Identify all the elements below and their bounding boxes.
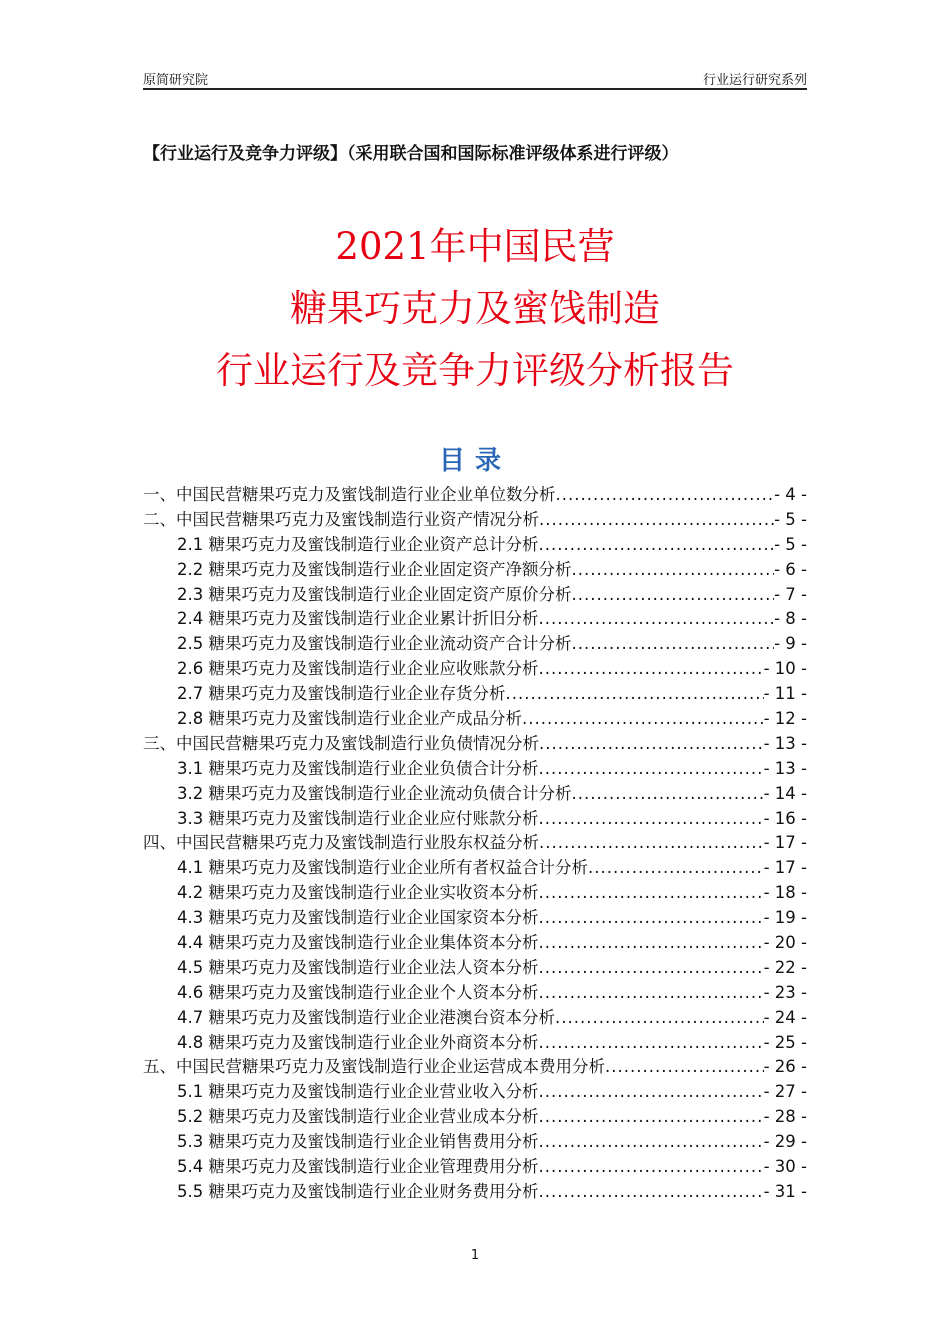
toc-dot-leader [539, 1031, 764, 1056]
toc-entry-title: 5.4 糖果巧克力及蜜饯制造行业企业管理费用分析 [177, 1157, 539, 1177]
toc-entry[interactable] [143, 931, 807, 956]
toc-entry-title: 5.3 糖果巧克力及蜜饯制造行业企业销售费用分析 [177, 1132, 539, 1152]
toc-entry-page: - 26 - [763, 1057, 807, 1077]
title-line-3: 行业运行及竞争力评级分析报告 [216, 349, 734, 392]
toc-dot-leader [556, 483, 775, 508]
toc-dot-leader [539, 1130, 764, 1155]
toc-entry[interactable] [143, 1080, 807, 1105]
toc-dot-leader [539, 981, 764, 1006]
toc-entry[interactable] [143, 782, 807, 807]
toc-entry-title: 4.7 糖果巧克力及蜜饯制造行业企业港澳台资本分析 [177, 1007, 555, 1027]
report-subtitle: 【行业运行及竞争力评级】（采用联合国和国际标准评级体系进行评级） [143, 144, 679, 164]
toc-entry-title: 五、中国民营糖果巧克力及蜜饯制造行业企业运营成本费用分析 [143, 1057, 605, 1077]
toc-entry-page: - 11 - [763, 684, 807, 704]
toc-entry-title: 2.5 糖果巧克力及蜜饯制造行业企业流动资产合计分析 [177, 634, 572, 654]
toc-entry[interactable] [143, 831, 807, 856]
toc-entry-title: 一、中国民营糖果巧克力及蜜饯制造行业企业单位数分析 [143, 485, 556, 504]
toc-entry-title: 5.2 糖果巧克力及蜜饯制造行业企业营业成本分析 [177, 1107, 539, 1127]
toc-entry-title: 2.2 糖果巧克力及蜜饯制造行业企业固定资产净额分析 [177, 559, 572, 579]
toc-entry[interactable] [143, 807, 807, 832]
toc-entry-title: 2.6 糖果巧克力及蜜饯制造行业企业应收账款分析 [177, 659, 539, 679]
toc-entry-page: - 9 - [774, 634, 807, 654]
toc-dot-leader [539, 1105, 764, 1130]
toc-entry-title: 4.3 糖果巧克力及蜜饯制造行业企业国家资本分析 [177, 908, 539, 928]
toc-entry-title: 2.7 糖果巧克力及蜜饯制造行业企业存货分析 [177, 684, 506, 704]
toc-entry[interactable] [143, 1055, 807, 1080]
toc-entry-page: - 24 - [763, 1007, 807, 1027]
toc-entry[interactable] [143, 632, 807, 657]
toc-entry[interactable] [143, 707, 807, 732]
toc-entry[interactable] [143, 558, 807, 583]
toc-dot-leader [588, 856, 764, 881]
toc-entry[interactable] [143, 856, 807, 881]
toc-dot-leader [539, 906, 764, 931]
toc-entry-title: 2.1 糖果巧克力及蜜饯制造行业企业资产总计分析 [177, 534, 539, 554]
toc-entry-title: 3.1 糖果巧克力及蜜饯制造行业企业负债合计分析 [177, 758, 539, 778]
title-line-1: 2021年中国民营 [335, 225, 615, 268]
toc-dot-leader [539, 1080, 764, 1105]
toc-entry-page: - 5 - [774, 534, 807, 554]
toc-dot-leader [539, 732, 764, 757]
toc-dot-leader [522, 707, 764, 732]
toc-dot-leader [605, 1055, 764, 1080]
toc-dot-leader [539, 1180, 764, 1205]
toc-dot-leader [572, 782, 764, 807]
toc-entry-title: 4.4 糖果巧克力及蜜饯制造行业企业集体资本分析 [177, 933, 539, 953]
toc-dot-leader [572, 632, 775, 657]
toc-entry[interactable] [143, 657, 807, 682]
toc-entry-page: - 6 - [774, 559, 807, 579]
toc-dot-leader [506, 682, 764, 707]
toc-dot-leader [539, 881, 764, 906]
toc-entry[interactable] [143, 483, 807, 508]
toc-entry-page: - 23 - [763, 982, 807, 1002]
toc-entry-page: - 25 - [763, 1032, 807, 1052]
toc-entry-title: 2.4 糖果巧克力及蜜饯制造行业企业累计折旧分析 [177, 609, 539, 629]
toc-entry[interactable] [143, 682, 807, 707]
toc-entry-page: - 19 - [763, 908, 807, 928]
toc-entry-page: - 29 - [763, 1132, 807, 1152]
toc-dot-leader [572, 583, 775, 608]
toc-entry[interactable] [143, 1180, 807, 1205]
toc-dot-leader [572, 558, 775, 583]
toc-entry-page: - 28 - [763, 1107, 807, 1127]
toc-entry-page: - 30 - [763, 1157, 807, 1177]
toc-entry-title: 3.2 糖果巧克力及蜜饯制造行业企业流动负债合计分析 [177, 783, 572, 803]
title-line-2: 糖果巧克力及蜜饯制造 [290, 287, 660, 330]
toc-entry-page: - 8 - [774, 609, 807, 629]
toc-dot-leader [539, 1155, 764, 1180]
toc-entry-page: - 14 - [763, 783, 807, 803]
toc-entry-page: - 20 - [763, 933, 807, 953]
toc-dot-leader [539, 508, 774, 533]
toc-entry-title: 4.2 糖果巧克力及蜜饯制造行业企业实收资本分析 [177, 883, 539, 903]
page-header [143, 68, 807, 90]
toc-dot-leader [539, 807, 764, 832]
toc-dot-leader [539, 533, 775, 558]
toc-entry-page: - 18 - [763, 883, 807, 903]
toc-entry[interactable] [143, 583, 807, 608]
header-org: 原简研究院 [143, 73, 209, 88]
toc-entry-title: 四、中国民营糖果巧克力及蜜饯制造行业股东权益分析 [143, 833, 539, 853]
toc-entry-page: - 7 - [774, 584, 807, 604]
toc-entry-page: - 13 - [763, 758, 807, 778]
toc-entry[interactable] [143, 1006, 807, 1031]
toc-entry[interactable] [143, 956, 807, 981]
toc-entry-title: 5.1 糖果巧克力及蜜饯制造行业企业营业收入分析 [177, 1082, 539, 1102]
toc-entry[interactable] [143, 1031, 807, 1056]
toc-entry-title: 3.3 糖果巧克力及蜜饯制造行业企业应付账款分析 [177, 808, 539, 828]
toc-entry[interactable] [143, 1105, 807, 1130]
toc-entry[interactable] [143, 906, 807, 931]
toc-entry-page: - 4 - [774, 485, 807, 504]
toc-dot-leader [539, 657, 764, 682]
toc-entry[interactable] [143, 1155, 807, 1180]
toc-dot-leader [539, 831, 764, 856]
toc-dot-leader [539, 956, 764, 981]
toc-entry-title: 二、中国民营糖果巧克力及蜜饯制造行业资产情况分析 [143, 509, 539, 529]
toc-entry[interactable] [143, 533, 807, 558]
toc-entry[interactable] [143, 508, 807, 533]
toc-dot-leader [539, 931, 764, 956]
toc-entry-page: - 22 - [763, 957, 807, 977]
toc-entry-title: 4.5 糖果巧克力及蜜饯制造行业企业法人资本分析 [177, 957, 539, 977]
toc-entry-page: - 17 - [763, 858, 807, 878]
toc-entry-title: 2.8 糖果巧克力及蜜饯制造行业企业产成品分析 [177, 709, 522, 729]
page-number: 1 [470, 1248, 480, 1263]
toc-entry-title: 4.1 糖果巧克力及蜜饯制造行业企业所有者权益合计分析 [177, 858, 588, 878]
toc-entry-page: - 17 - [763, 833, 807, 853]
toc-entry-title: 5.5 糖果巧克力及蜜饯制造行业企业财务费用分析 [177, 1181, 539, 1201]
toc-entry[interactable] [143, 607, 807, 632]
toc-heading: 目录 [438, 446, 511, 476]
toc-entry-page: - 10 - [763, 659, 807, 679]
toc-entry[interactable] [143, 981, 807, 1006]
toc-entry-title: 2.3 糖果巧克力及蜜饯制造行业企业固定资产原价分析 [177, 584, 572, 604]
toc-entry-page: - 31 - [763, 1181, 807, 1201]
toc-dot-leader [539, 757, 764, 782]
toc-entry-page: - 13 - [763, 733, 807, 753]
toc-entry-page: - 12 - [763, 709, 807, 729]
toc-entry[interactable] [143, 757, 807, 782]
toc-entry-title: 4.8 糖果巧克力及蜜饯制造行业企业外商资本分析 [177, 1032, 539, 1052]
toc-entry-page: - 27 - [763, 1082, 807, 1102]
toc-entry-title: 4.6 糖果巧克力及蜜饯制造行业企业个人资本分析 [177, 982, 539, 1002]
toc-dot-leader [555, 1006, 764, 1031]
toc-entry-title: 三、中国民营糖果巧克力及蜜饯制造行业负债情况分析 [143, 733, 539, 753]
toc-entry[interactable] [143, 1130, 807, 1155]
header-series: 行业运行研究系列 [702, 73, 807, 88]
toc-entry-page: - 5 - [774, 509, 807, 529]
toc-dot-leader [539, 607, 775, 632]
toc-entry[interactable] [143, 881, 807, 906]
table-of-contents [143, 483, 807, 1205]
toc-entry-page: - 16 - [763, 808, 807, 828]
toc-entry[interactable] [143, 732, 807, 757]
